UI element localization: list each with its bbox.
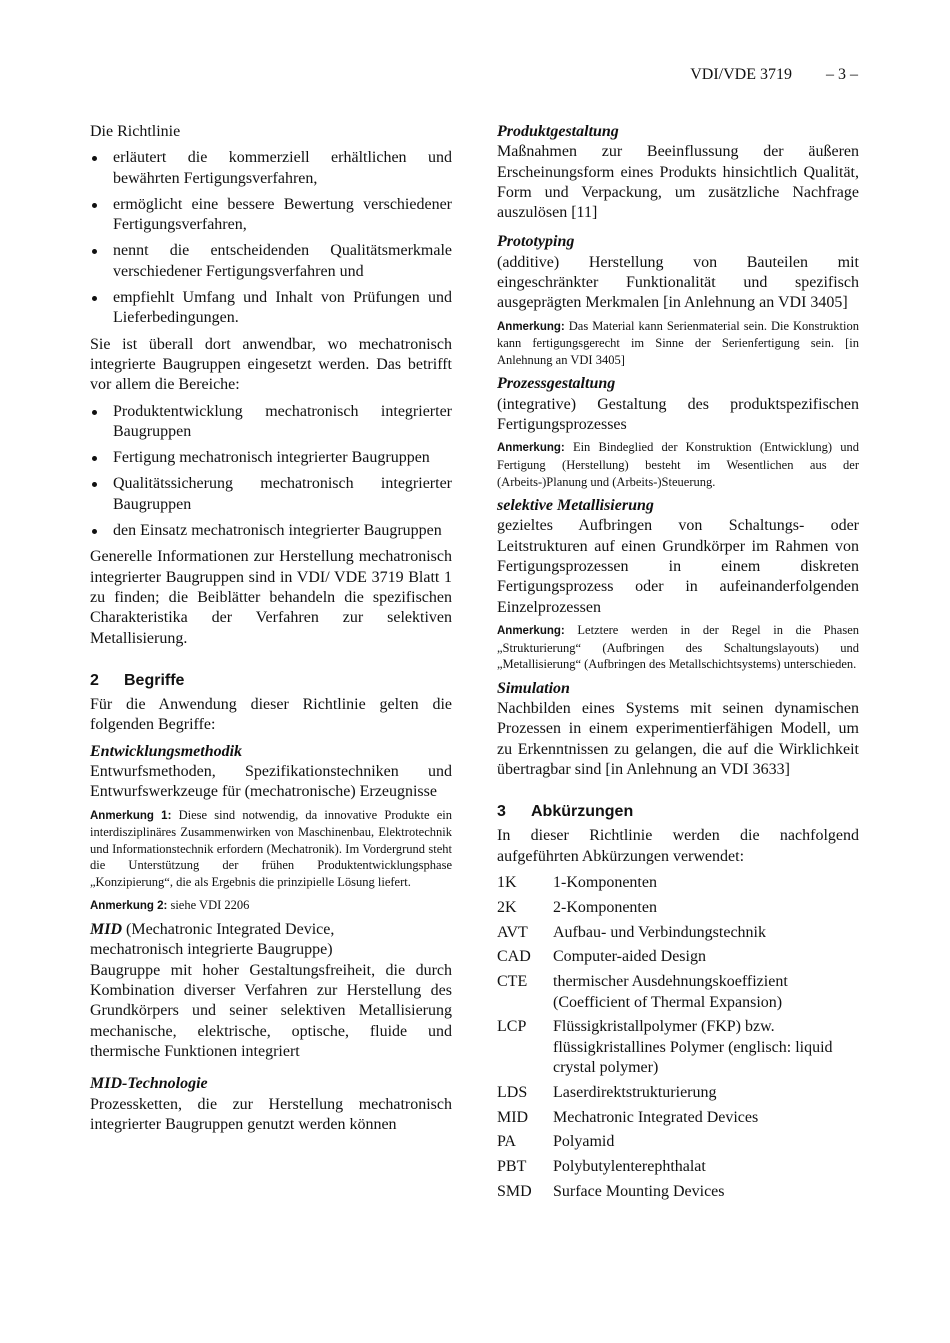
list-item	[497, 947, 859, 967]
abbr-value: Mechatronic Integrated Devices	[553, 1108, 759, 1126]
purpose-list	[90, 148, 452, 328]
term-definition: Maßnahmen zur Beeinflussung der äußeren Erscheinungsform eines Produkts hinsichtlich Qualität, Form und Verpackung, um zusätzliche Nachfrage auszulösen [11]	[497, 143, 859, 222]
term-definition: Entwurfsmethoden, Spezifikationstechniken und Entwurfswerkzeuge für (mechatronische) Erzeugnisse	[90, 763, 452, 801]
term-definition: (integrative) Gestaltung des produktspezifischen Fertigungsprozesses	[497, 395, 859, 434]
term-title: Simulation	[497, 679, 570, 697]
list-item: Fertigung mechatronisch integrierter Baugruppen	[90, 448, 452, 468]
section-number: 3	[497, 803, 506, 821]
areas-list	[90, 402, 452, 542]
abbr-key: PA	[497, 1133, 516, 1151]
section-number: 2	[90, 671, 99, 689]
abbr-value: Polybutylenterephthalat	[553, 1158, 706, 1176]
note-label: Anmerkung:	[497, 442, 565, 455]
term-title: Entwicklungsmethodik	[90, 742, 243, 760]
abbr-value: Flüssigkristallpolymer (FKP) bzw. flüssigkristallines Polymer (englisch: liquid crystal polymer)	[553, 1018, 833, 1076]
term-subtitle: mechatronisch integrierte Baugruppe)	[90, 941, 333, 959]
list-item: Qualitätssicherung mechatronisch integrierter Baugruppen	[90, 474, 452, 515]
term-definition: Prozessketten, die zur Herstellung mechatronisch integrierter Baugruppen genutzt werden können	[90, 1095, 452, 1133]
note-text: Letztere werden in der Regel in die Phasen „Strukturierung“ (Aufbringen des Schaltungslayouts) und „Metallisierung“ (Aufbringen des Metallschichtsystems) unterschieden.	[497, 622, 860, 672]
list-item	[497, 1182, 859, 1202]
list-item: den Einsatz mechatronisch integrierter Baugruppen	[90, 521, 452, 541]
section-heading-abkuerzungen	[497, 802, 859, 822]
intro-text: Die Richtlinie	[90, 123, 181, 140]
term-definition: gezieltes Aufbringen von Schaltungs- oder Leitstrukturen auf einen Grundkörper im Rahmen von Fertigungsprozessen in einem diskreten Fertigungsprozess oder in aufeinanderfolgenden Einzelprozessen	[497, 517, 859, 616]
term-title-mid	[90, 920, 452, 940]
note-label: Anmerkung 1:	[90, 809, 172, 822]
section-heading-begriffe	[90, 671, 452, 691]
term-title: Prozessgestaltung	[497, 375, 616, 393]
section-intro: Für die Anwendung dieser Richtlinie gelten die folgenden Begriffe:	[90, 696, 452, 734]
term-title: Prototyping	[497, 233, 575, 251]
scope-paragraph: Sie ist überall dort anwendbar, wo mechatronisch integrierte Baugruppen eingesetzt werden. Das betrifft vor allem die Bereiche:	[90, 335, 452, 394]
list-item	[497, 873, 859, 893]
abbr-value: Surface Mounting Devices	[553, 1182, 725, 1200]
list-item	[497, 923, 859, 943]
section-intro: In dieser Richtlinie werden die nachfolgend aufgeführten Abkürzungen verwendet:	[497, 827, 859, 865]
list-item	[497, 1108, 859, 1128]
term-note	[497, 622, 859, 673]
abbr-key: LCP	[497, 1018, 527, 1036]
term-title: MID	[90, 921, 123, 939]
abbr-key: 2K	[497, 898, 517, 916]
list-item: nennt die entscheidenden Qualitätsmerkmale verschiedener Fertigungsverfahren und	[90, 241, 452, 282]
list-item: Produktentwicklung mechatronisch integrierter Baugruppen	[90, 402, 452, 443]
list-item	[497, 1083, 859, 1103]
list-item	[497, 898, 859, 918]
abbr-value: Computer-aided Design	[553, 948, 706, 966]
abbr-value: Aufbau- und Verbindungstechnik	[553, 923, 766, 941]
abbr-value: Polyamid	[553, 1133, 615, 1151]
doc-number: VDI/VDE 3719	[690, 66, 792, 83]
abbr-value: 1-Komponenten	[553, 874, 657, 892]
section-title: Begriffe	[124, 671, 185, 689]
list-item: empfiehlt Umfang und Inhalt von Prüfungen und Lieferbedingungen.	[90, 288, 452, 329]
section-title: Abkürzungen	[531, 803, 634, 821]
abbr-value: Laserdirektstrukturierung	[553, 1083, 717, 1101]
list-item	[497, 1132, 859, 1152]
note-label: Anmerkung:	[497, 624, 565, 637]
note-text: Diese sind notwendig, da innovative Produkte ein interdisziplinäres Zusammenwirken von Maschinenbau, Elektrotechnik und Informationstechnik erfordern (Mechatronik). Im Vordergrund steht die Unterstützung der frühen Produktentwicklungsphase „Konzipierung“, die als Ergebnis die prinzipielle Lösung liefert.	[90, 807, 452, 889]
list-item	[497, 1157, 859, 1177]
abbr-key: CAD	[497, 948, 531, 966]
page-header	[690, 66, 858, 84]
abbr-key: PBT	[497, 1158, 527, 1176]
abbr-key: MID	[497, 1108, 529, 1126]
note-label: Anmerkung 2:	[90, 899, 168, 912]
term-definition: Baugruppe mit hoher Gestaltungsfreiheit, die durch Kombination diverser Verfahren zur Herstellung des Grundkörpers und seiner selektiven Metallisierung mechanische, elektrische, optische, fluide und thermische Funktionen integriert	[90, 961, 452, 1060]
term-note	[497, 439, 859, 490]
left-column	[90, 122, 452, 1135]
abbr-key: 1K	[497, 874, 517, 892]
abbreviation-list	[497, 873, 859, 1202]
right-column	[497, 122, 859, 1207]
list-item: erläutert die kommerziell erhältlichen und bewährten Fertigungsverfahren,	[90, 148, 452, 189]
abbr-value: 2-Komponenten	[553, 898, 657, 916]
abbr-key: CTE	[497, 973, 528, 991]
term-note	[90, 897, 452, 915]
term-title: MID-Technologie	[90, 1075, 208, 1093]
term-title: selektive Metallisierung	[497, 497, 654, 515]
abbr-key: AVT	[497, 923, 528, 941]
list-item	[497, 1017, 859, 1078]
abbr-value: thermischer Ausdehnungskoeffizient (Coefficient of Thermal Expansion)	[553, 973, 788, 1011]
term-definition: Nachbilden eines Systems mit seinen dynamischen Prozessen in einem experimentierfähigen Modell, um zu Erkenntnissen zu gelangen, die auf die Wirklichkeit übertragbar sind [in Anlehnung an VDI 3633]	[497, 699, 859, 778]
term-definition: (additive) Herstellung von Bauteilen mit eingeschränkter Funktionalität und spezifisch ausgeprägten Merkmalen [in Anlehnung an VDI 3405]	[497, 253, 859, 312]
note-text: Ein Bindeglied der Konstruktion (Entwicklung) und Fertigung (Herstellung) besteht im Wesentlichen aus der (Arbeits-)Planung und (Arbeits-)Steuerung.	[497, 440, 859, 489]
abbr-key: SMD	[497, 1182, 532, 1200]
term-title: Produktgestaltung	[497, 123, 619, 140]
note-text: siehe VDI 2206	[170, 897, 250, 912]
note-label: Anmerkung:	[497, 320, 565, 333]
abbr-key: LDS	[497, 1083, 528, 1101]
page-number: – 3 –	[826, 66, 858, 83]
term-note	[90, 807, 452, 891]
list-item	[497, 972, 859, 1013]
note-text: Das Material kann Serienmaterial sein. Die Konstruktion kann fertigungsgerecht im Sinne der Serienfertigung sein. [in Anlehnung an VDI 3405]	[497, 318, 860, 367]
general-info-paragraph: Generelle Informationen zur Herstellung mechatronisch integrierter Baugruppen sind in VDI/ VDE 3719 Blatt 1 zu finden; die Beiblätter behandeln die spezifischen Charakteristika der Verfahren zur selektiven Metallisierung.	[90, 548, 452, 647]
term-note	[497, 318, 859, 369]
term-title-rest: (Mechatronic Integrated Device,	[126, 921, 335, 939]
list-item: ermöglicht eine bessere Bewertung verschiedener Fertigungsverfahren,	[90, 195, 452, 236]
